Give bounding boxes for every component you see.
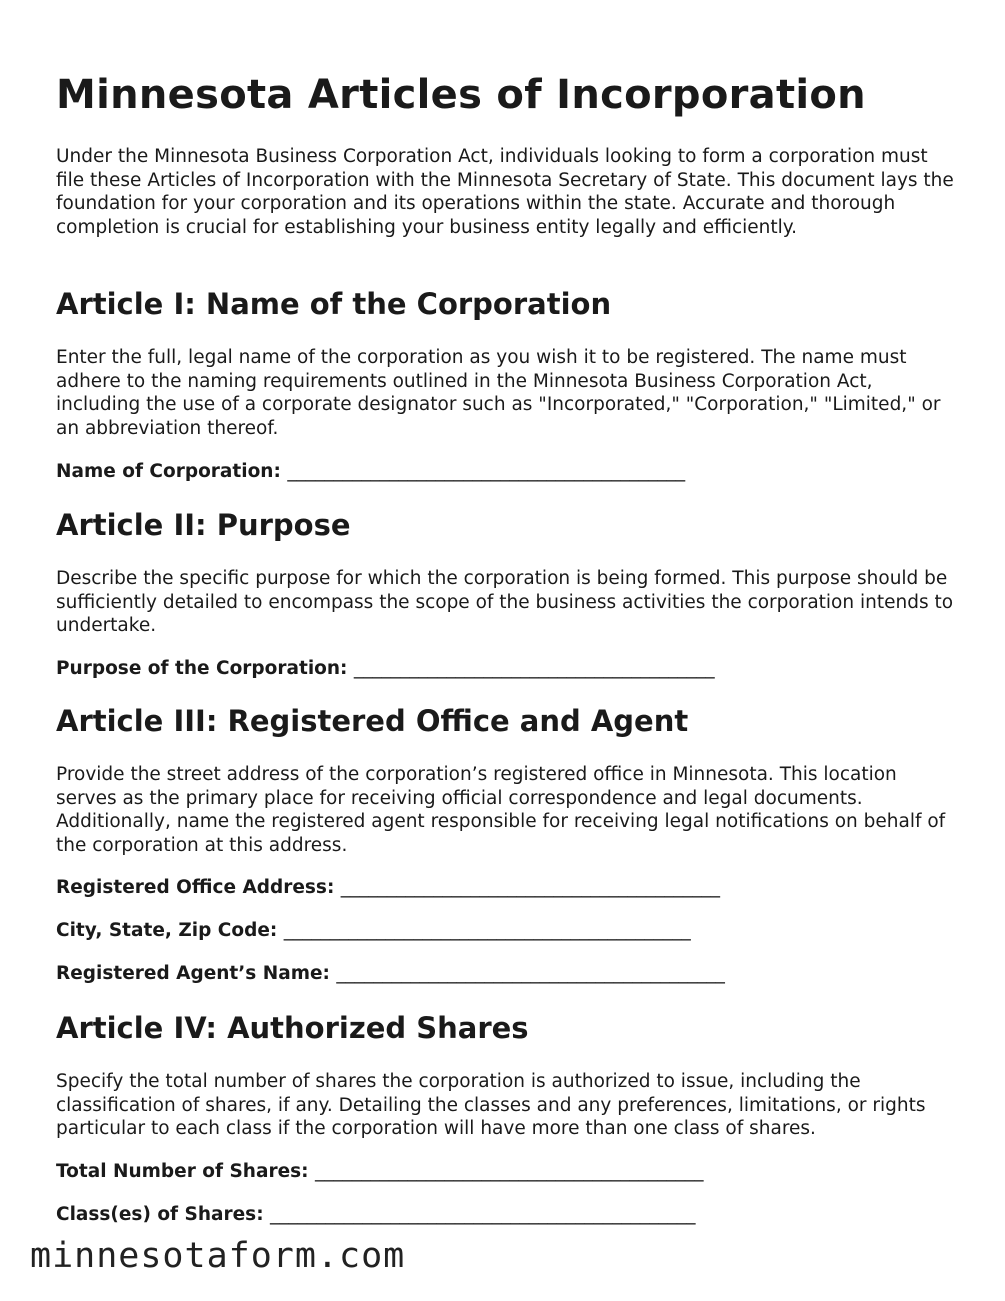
field-blank-line[interactable]: _______________________________________ xyxy=(353,658,715,679)
field-label: Total Number of Shares: xyxy=(56,1161,309,1182)
registered-office-address-field[interactable] xyxy=(56,877,720,898)
purpose-of-corporation-field[interactable] xyxy=(56,658,715,679)
article-1-description: Enter the full, legal name of the corporation as you wish it to be registered. The name must adhere to the naming requirements outlined in the Minnesota Business Corporation Act, including the use of a corporate designator such as "Incorporated," "Corporation," "Limited," or an abbreviation thereof. xyxy=(56,347,941,439)
field-label: Registered Office Address: xyxy=(56,877,335,898)
page-title: Minnesota Articles of Incorporation xyxy=(56,72,866,118)
field-blank-line[interactable]: _________________________________________ xyxy=(340,877,721,898)
city-state-zip-field[interactable] xyxy=(56,920,691,941)
classes-of-shares-field[interactable] xyxy=(56,1204,696,1225)
field-label: Purpose of the Corporation: xyxy=(56,658,348,679)
field-label: City, State, Zip Code: xyxy=(56,920,278,941)
article-1-heading: Article I: Name of the Corporation xyxy=(56,287,612,321)
article-2-description: Describe the specific purpose for which the corporation is being formed. This purpose should be sufficiently detailed to encompass the scope of the business activities the corporation intends to undertake. xyxy=(56,568,954,636)
name-of-corporation-field[interactable] xyxy=(56,461,685,482)
field-label: Class(es) of Shares: xyxy=(56,1204,264,1225)
article-3-description: Provide the street address of the corporation’s registered office in Minnesota. This location serves as the primary place for receiving official correspondence and legal documents. Additionally, name the registered agent responsible for receiving legal notifications on behalf of the corporation at this address. xyxy=(56,764,946,856)
article-3-heading: Article III: Registered Office and Agent xyxy=(56,704,689,738)
registered-agent-name-field[interactable] xyxy=(56,963,725,984)
article-4-heading: Article IV: Authorized Shares xyxy=(56,1011,529,1045)
article-2-heading: Article II: Purpose xyxy=(56,508,351,542)
site-watermark: minnesotaform.com xyxy=(30,1236,406,1276)
field-blank-line[interactable]: __________________________________________ xyxy=(314,1161,704,1182)
field-label: Registered Agent’s Name: xyxy=(56,963,330,984)
article-4-description: Specify the total number of shares the corporation is authorized to issue, including the classification of shares, if any. Detailing the classes and any preferences, limitations, or rights particular to each class if the corporation will have more than one class of shares. xyxy=(56,1071,926,1139)
field-blank-line[interactable]: ____________________________________________ xyxy=(283,920,691,941)
total-number-of-shares-field[interactable] xyxy=(56,1161,703,1182)
field-blank-line[interactable]: ___________________________________________ xyxy=(287,461,686,482)
field-blank-line[interactable]: __________________________________________ xyxy=(336,963,725,984)
field-blank-line[interactable]: ______________________________________________ xyxy=(270,1204,696,1225)
field-label: Name of Corporation: xyxy=(56,461,281,482)
intro-paragraph: Under the Minnesota Business Corporation Act, individuals looking to form a corporation must file these Articles of Incorporation with the Minnesota Secretary of State. This document lays the foundation for your corporation and its operations within the state. Accurate and thorough completion is crucial for establishing your business entity legally and efficiently. xyxy=(56,146,954,238)
